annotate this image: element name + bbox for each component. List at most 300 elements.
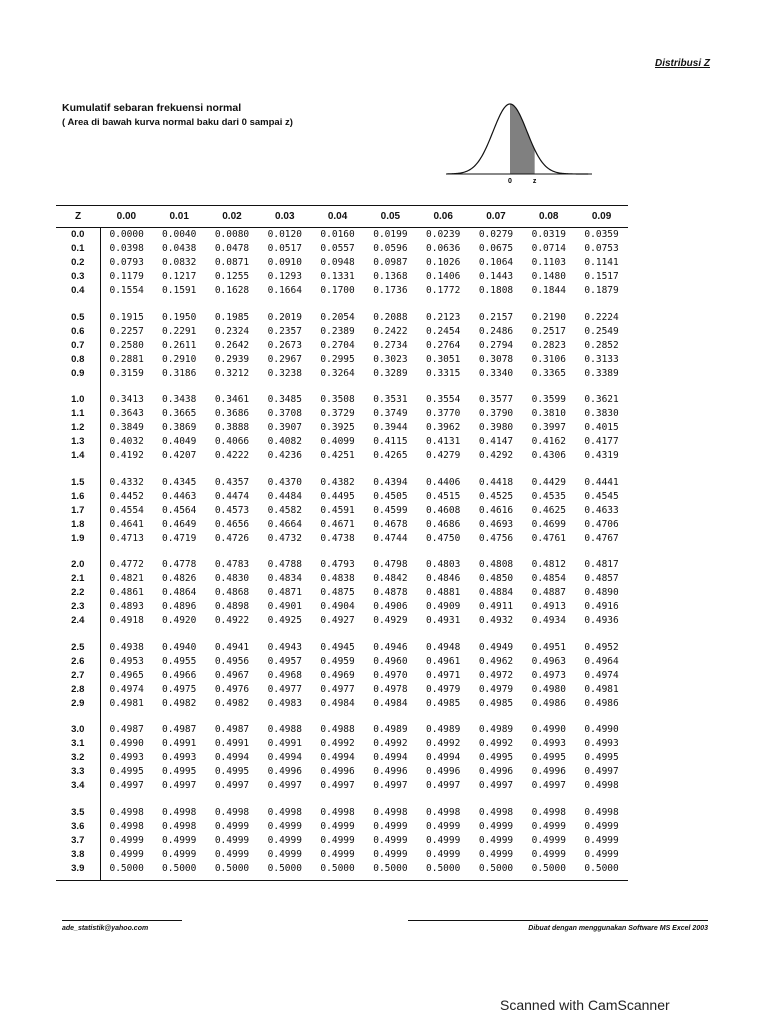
probability-cell: 0.4968 (267, 669, 302, 681)
probability-cell: 0.1406 (426, 271, 461, 282)
z-value-cell: 1.4 (56, 449, 100, 463)
probability-cell: 0.4821 (109, 573, 144, 584)
probability-cell: 0.4984 (373, 697, 408, 709)
table-row (56, 614, 628, 628)
probability-cell: 0.1179 (109, 271, 144, 282)
probability-cell: 0.4971 (426, 669, 461, 681)
footer-rule-left (62, 920, 182, 921)
probability-cell: 0.4925 (267, 615, 302, 626)
probability-cell: 0.4999 (478, 848, 514, 860)
probability-cell: 0.2910 (162, 353, 197, 365)
probability-cell: 0.1664 (267, 285, 302, 296)
probability-cell: 0.4997 (109, 780, 144, 791)
probability-cell: 0.3770 (426, 408, 461, 419)
table-row (56, 834, 628, 848)
probability-cell: 0.3997 (531, 422, 566, 433)
z-value-cell: 1.0 (56, 393, 100, 407)
table-row (56, 655, 628, 669)
z-distribution-table (56, 205, 628, 881)
probability-cell: 0.4986 (531, 697, 566, 709)
z-value-cell: 1.7 (56, 504, 100, 518)
probability-cell: 0.4713 (109, 532, 144, 544)
probability-cell: 0.4868 (214, 587, 250, 598)
probability-cell: 0.4265 (373, 450, 408, 461)
table-row (56, 779, 628, 793)
probability-cell: 0.4992 (478, 738, 514, 749)
spacer-cell (258, 793, 311, 806)
probability-cell: 0.4998 (531, 806, 566, 818)
probability-cell: 0.4535 (531, 490, 566, 502)
table-row (56, 586, 628, 600)
probability-cell: 0.4505 (373, 490, 408, 502)
z-value-cell: 2.4 (56, 614, 100, 628)
probability-cell: 0.2764 (426, 339, 461, 351)
probability-cell: 0.4418 (478, 476, 514, 488)
probability-cell: 0.0714 (531, 243, 566, 254)
probability-cell: 0.4887 (531, 587, 566, 598)
probability-cell: 0.4750 (426, 532, 461, 544)
probability-cell: 0.3888 (214, 422, 250, 433)
table-row (56, 862, 628, 881)
probability-cell: 0.4382 (320, 476, 355, 488)
probability-cell: 0.4817 (584, 559, 619, 570)
table-row (56, 669, 628, 683)
probability-cell: 0.2190 (531, 311, 566, 323)
probability-cell: 0.4306 (531, 450, 566, 461)
z-value-cell: 2.2 (56, 586, 100, 600)
table-row (56, 504, 628, 518)
probability-cell: 0.3159 (109, 367, 144, 379)
probability-cell: 0.4996 (267, 766, 302, 777)
z-value-cell: 0.9 (56, 367, 100, 381)
probability-cell: 0.4995 (531, 752, 566, 763)
probability-cell: 0.4920 (162, 615, 197, 626)
probability-cell: 0.4932 (478, 615, 514, 626)
spacer-cell (258, 381, 311, 394)
probability-cell: 0.2157 (478, 311, 514, 323)
probability-cell: 0.3621 (584, 394, 619, 405)
probability-cell: 0.2794 (478, 339, 514, 351)
spacer-cell (100, 711, 153, 724)
spacer-cell (100, 298, 153, 311)
probability-cell: 0.4901 (267, 601, 302, 612)
table-row (56, 367, 628, 381)
probability-cell: 0.2549 (584, 325, 619, 337)
probability-cell: 0.4884 (478, 587, 514, 598)
table-row (56, 572, 628, 586)
probability-cell: 0.4999 (584, 834, 619, 846)
probability-cell: 0.4970 (373, 669, 408, 681)
probability-cell: 0.4881 (426, 587, 461, 598)
spacer-cell (153, 711, 206, 724)
spacer-cell (100, 381, 153, 394)
probability-cell: 0.4998 (214, 806, 250, 818)
spacer-cell (258, 546, 311, 559)
probability-cell: 0.1255 (214, 271, 250, 282)
table-bottom-rule (56, 880, 628, 881)
probability-cell: 0.4997 (478, 780, 514, 791)
z-value-cell: 2.5 (56, 641, 100, 655)
group-spacer (56, 298, 628, 311)
table-row (56, 476, 628, 490)
probability-cell: 0.4861 (109, 587, 144, 598)
spacer-cell (522, 711, 575, 724)
probability-cell: 0.1331 (320, 271, 355, 282)
probability-cell: 0.3643 (109, 408, 144, 419)
probability-cell: 0.4554 (109, 504, 144, 516)
probability-cell: 0.1772 (426, 285, 461, 296)
probability-cell: 0.3133 (584, 353, 619, 365)
footer-rule-right (408, 920, 708, 921)
table-row (56, 339, 628, 353)
probability-cell: 0.4826 (162, 573, 197, 584)
spacer-cell (153, 381, 206, 394)
probability-cell: 0.3665 (162, 408, 197, 419)
probability-cell: 0.4992 (373, 738, 408, 749)
probability-cell: 0.0398 (109, 243, 144, 254)
column-header: 0.00 (100, 206, 153, 228)
probability-cell: 0.4993 (109, 752, 144, 763)
probability-cell: 0.4452 (109, 490, 144, 502)
probability-cell: 0.0557 (320, 243, 355, 254)
probability-cell: 0.3340 (478, 367, 514, 379)
probability-cell: 0.4591 (320, 504, 355, 516)
probability-cell: 0.4998 (109, 820, 144, 832)
probability-cell: 0.4999 (426, 848, 461, 860)
z-value-cell: 2.6 (56, 655, 100, 669)
spacer-cell (575, 298, 628, 311)
rule-cell (364, 880, 417, 881)
probability-cell: 0.4726 (214, 532, 250, 544)
probability-cell: 0.2422 (373, 325, 408, 337)
probability-cell: 0.0987 (373, 257, 408, 268)
table-row (56, 407, 628, 421)
probability-cell: 0.4974 (109, 683, 144, 695)
probability-cell: 0.0319 (531, 229, 566, 240)
spacer-cell (470, 298, 523, 311)
probability-cell: 0.4738 (320, 532, 355, 544)
probability-cell: 0.4834 (267, 573, 302, 584)
probability-cell: 0.3485 (267, 394, 302, 405)
probability-cell: 0.2123 (426, 311, 461, 323)
probability-cell: 0.4994 (426, 752, 461, 763)
probability-cell: 0.2357 (267, 325, 302, 337)
table-row (56, 848, 628, 862)
spacer-cell (364, 298, 417, 311)
z-value-cell: 3.8 (56, 848, 100, 862)
probability-cell: 0.3023 (373, 353, 408, 365)
probability-cell: 0.4979 (426, 683, 461, 695)
probability-cell: 0.4995 (214, 766, 250, 777)
probability-cell: 0.0753 (584, 243, 619, 254)
probability-cell: 0.4964 (584, 655, 619, 667)
spacer-cell (522, 546, 575, 559)
probability-cell: 0.4706 (584, 518, 619, 530)
probability-cell: 0.4015 (584, 422, 619, 433)
probability-cell: 0.4772 (109, 559, 144, 570)
probability-cell: 0.4545 (584, 490, 619, 502)
probability-cell: 0.4982 (214, 697, 250, 709)
probability-cell: 0.4987 (162, 724, 197, 735)
table-row (56, 806, 628, 820)
probability-cell: 0.2823 (531, 339, 566, 351)
probability-cell: 0.4989 (478, 724, 514, 735)
spacer-cell (470, 793, 523, 806)
column-header: 0.06 (417, 206, 470, 228)
group-spacer (56, 463, 628, 476)
z-value-cell: 1.3 (56, 435, 100, 449)
spacer-cell (258, 463, 311, 476)
probability-cell: 0.4484 (267, 490, 302, 502)
table-row (56, 518, 628, 532)
probability-cell: 0.2852 (584, 339, 619, 351)
footer-credit: Dibuat dengan menggunakan Software MS Excel 2003 (528, 925, 708, 932)
spacer-cell (470, 381, 523, 394)
probability-cell: 0.4678 (373, 518, 408, 530)
z-value-cell: 3.6 (56, 820, 100, 834)
probability-cell: 0.4756 (478, 532, 514, 544)
spacer-cell (206, 381, 259, 394)
spacer-cell (100, 793, 153, 806)
probability-cell: 0.4909 (426, 601, 461, 612)
probability-cell: 0.4999 (478, 820, 514, 832)
probability-cell: 0.4292 (478, 450, 514, 461)
probability-cell: 0.4936 (584, 615, 619, 626)
probability-cell: 0.4977 (267, 683, 302, 695)
probability-cell: 0.3508 (320, 394, 355, 405)
probability-cell: 0.4131 (426, 436, 461, 447)
probability-cell: 0.5000 (478, 862, 514, 874)
probability-cell: 0.4803 (426, 559, 461, 570)
table-row (56, 737, 628, 751)
z-value-cell: 2.7 (56, 669, 100, 683)
table-row (56, 242, 628, 256)
spacer-cell (56, 793, 100, 806)
z-value-cell: 3.1 (56, 737, 100, 751)
probability-cell: 0.0832 (162, 257, 197, 268)
z-value-cell: 2.3 (56, 600, 100, 614)
probability-cell: 0.1141 (584, 257, 619, 268)
probability-cell: 0.4996 (320, 766, 355, 777)
probability-cell: 0.4345 (162, 476, 197, 488)
probability-cell: 0.4997 (531, 780, 566, 791)
table-row (56, 558, 628, 572)
probability-cell: 0.4991 (162, 738, 197, 749)
scanner-watermark: Scanned with CamScanner (500, 997, 670, 1013)
probability-cell: 0.1879 (584, 285, 619, 296)
table-row (56, 270, 628, 284)
probability-cell: 0.3729 (320, 408, 355, 419)
table-row (56, 449, 628, 463)
probability-cell: 0.4997 (373, 780, 408, 791)
probability-cell: 0.0871 (214, 257, 250, 268)
probability-cell: 0.4996 (373, 766, 408, 777)
probability-cell: 0.4948 (426, 641, 461, 653)
spacer-cell (153, 793, 206, 806)
probability-cell: 0.4854 (531, 573, 566, 584)
probability-cell: 0.4641 (109, 518, 144, 530)
spacer-cell (364, 793, 417, 806)
curve-label-z: z (532, 178, 537, 185)
probability-cell: 0.0000 (109, 229, 144, 240)
probability-cell: 0.4988 (320, 724, 355, 735)
probability-cell: 0.0636 (426, 243, 461, 254)
probability-cell: 0.3962 (426, 422, 461, 433)
probability-cell: 0.4990 (584, 724, 619, 735)
probability-cell: 0.5000 (531, 862, 566, 874)
probability-cell: 0.4995 (584, 752, 619, 763)
spacer-cell (258, 298, 311, 311)
probability-cell: 0.4998 (267, 806, 302, 818)
probability-cell: 0.1915 (109, 311, 144, 323)
probability-cell: 0.4994 (320, 752, 355, 763)
probability-cell: 0.4671 (320, 518, 355, 530)
z-value-cell: 0.3 (56, 270, 100, 284)
spacer-cell (153, 463, 206, 476)
probability-cell: 0.4993 (584, 738, 619, 749)
probability-cell: 0.3289 (373, 367, 408, 379)
probability-cell: 0.0199 (373, 229, 408, 240)
probability-cell: 0.4599 (373, 504, 408, 516)
z-value-cell: 3.4 (56, 779, 100, 793)
probability-cell: 0.4983 (267, 697, 302, 709)
z-value-cell: 0.4 (56, 284, 100, 298)
probability-cell: 0.4999 (584, 820, 619, 832)
column-header: 0.05 (364, 206, 417, 228)
probability-cell: 0.3264 (320, 367, 355, 379)
spacer-cell (153, 546, 206, 559)
probability-cell: 0.4893 (109, 601, 144, 612)
spacer-cell (153, 298, 206, 311)
probability-cell: 0.3413 (109, 394, 144, 405)
probability-cell: 0.1736 (373, 285, 408, 296)
probability-cell: 0.4987 (214, 724, 250, 735)
probability-cell: 0.4633 (584, 504, 619, 516)
probability-cell: 0.0675 (478, 243, 514, 254)
probability-cell: 0.2967 (267, 353, 302, 365)
spacer-cell (417, 381, 470, 394)
probability-cell: 0.4963 (531, 655, 566, 667)
spacer-cell (364, 381, 417, 394)
probability-cell: 0.4904 (320, 601, 355, 612)
group-spacer (56, 628, 628, 641)
probability-cell: 0.4495 (320, 490, 355, 502)
probability-cell: 0.4394 (373, 476, 408, 488)
probability-cell: 0.4988 (267, 724, 302, 735)
spacer-cell (470, 463, 523, 476)
probability-cell: 0.4761 (531, 532, 566, 544)
probability-cell: 0.4986 (584, 697, 619, 709)
probability-cell: 0.4965 (109, 669, 144, 681)
probability-cell: 0.4959 (320, 655, 355, 667)
spacer-cell (522, 298, 575, 311)
probability-cell: 0.4279 (426, 450, 461, 461)
probability-cell: 0.3212 (214, 367, 250, 379)
probability-cell: 0.3907 (267, 422, 302, 433)
probability-cell: 0.4995 (478, 752, 514, 763)
probability-cell: 0.4949 (478, 641, 514, 653)
probability-cell: 0.4999 (373, 820, 408, 832)
probability-cell: 0.3810 (531, 408, 566, 419)
probability-cell: 0.4992 (426, 738, 461, 749)
spacer-cell (206, 711, 259, 724)
spacer-cell (311, 298, 364, 311)
probability-cell: 0.3051 (426, 353, 461, 365)
probability-cell: 0.0438 (162, 243, 197, 254)
spacer-cell (417, 628, 470, 641)
probability-cell: 0.4616 (478, 504, 514, 516)
spacer-cell (470, 711, 523, 724)
probability-cell: 0.4982 (162, 697, 197, 709)
probability-cell: 0.0040 (162, 229, 197, 240)
spacer-cell (575, 463, 628, 476)
spacer-cell (311, 381, 364, 394)
z-value-cell: 0.2 (56, 256, 100, 270)
probability-cell: 0.4898 (214, 601, 250, 612)
probability-cell: 0.4941 (214, 641, 250, 653)
probability-cell: 0.3830 (584, 408, 619, 419)
probability-cell: 0.4938 (109, 641, 144, 653)
probability-cell: 0.4999 (426, 834, 461, 846)
probability-cell: 0.2611 (162, 339, 197, 351)
probability-cell: 0.4999 (478, 834, 514, 846)
spacer-cell (153, 628, 206, 641)
probability-cell: 0.4778 (162, 559, 197, 570)
probability-cell: 0.2673 (267, 339, 302, 351)
probability-cell: 0.2224 (584, 311, 619, 323)
probability-cell: 0.0160 (320, 229, 355, 240)
probability-cell: 0.4989 (373, 724, 408, 735)
column-header-z: Z (56, 206, 100, 228)
probability-cell: 0.3186 (162, 367, 197, 379)
probability-cell: 0.4222 (214, 450, 250, 461)
probability-cell: 0.2642 (214, 339, 250, 351)
probability-cell: 0.4649 (162, 518, 197, 530)
spacer-cell (206, 546, 259, 559)
rule-cell (100, 880, 153, 881)
probability-cell: 0.1985 (214, 311, 250, 323)
probability-cell: 0.4990 (531, 724, 566, 735)
spacer-cell (56, 711, 100, 724)
probability-cell: 0.4441 (584, 476, 619, 488)
probability-cell: 0.2734 (373, 339, 408, 351)
probability-cell: 0.4115 (373, 436, 408, 447)
normal-curve-figure (446, 94, 592, 190)
probability-cell: 0.3849 (109, 422, 144, 433)
probability-cell: 0.4927 (320, 615, 355, 626)
probability-cell: 0.4972 (478, 669, 514, 681)
probability-cell: 0.4999 (584, 848, 619, 860)
probability-cell: 0.3315 (426, 367, 461, 379)
probability-cell: 0.4995 (109, 766, 144, 777)
probability-cell: 0.4564 (162, 504, 197, 516)
probability-cell: 0.4993 (162, 752, 197, 763)
probability-cell: 0.4979 (478, 683, 514, 695)
probability-cell: 0.2454 (426, 325, 461, 337)
probability-cell: 0.4990 (109, 738, 144, 749)
probability-cell: 0.4998 (426, 806, 461, 818)
z-value-cell: 3.9 (56, 862, 100, 881)
probability-cell: 0.4980 (531, 683, 566, 695)
probability-cell: 0.1808 (478, 285, 514, 296)
probability-cell: 0.5000 (373, 862, 408, 874)
probability-cell: 0.4999 (267, 834, 302, 846)
probability-cell: 0.4951 (531, 641, 566, 653)
probability-cell: 0.1700 (320, 285, 355, 296)
probability-cell: 0.4656 (214, 518, 250, 530)
table-row (56, 228, 628, 243)
probability-cell: 0.4991 (267, 738, 302, 749)
